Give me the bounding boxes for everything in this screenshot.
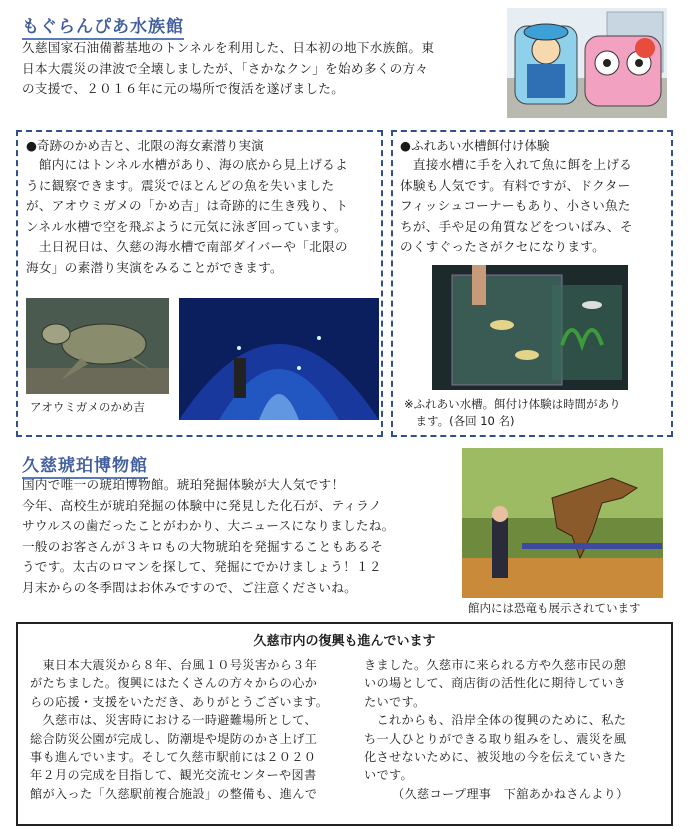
recovery-left-line: 久慈市は、災害時における一時避難場所として、 bbox=[30, 713, 317, 728]
feeding-heading: ●ふれあい水槽餌付け体験 bbox=[400, 138, 550, 153]
feeding-text bbox=[400, 155, 670, 258]
fish-tank-illustration bbox=[432, 265, 628, 390]
recovery-right-line: いの場として、商店街の活性化に期待していき bbox=[364, 676, 626, 691]
recovery-left-line: がたちました。復興にはたくさんの方々からの心か bbox=[30, 676, 318, 691]
feeding-line: 直接水槽に手を入れて魚に餌を上げる bbox=[400, 157, 633, 172]
recovery-left-line: 事も進んでいます。そして久慈市駅前には２０２０ bbox=[30, 750, 317, 765]
sakanakun-photo bbox=[507, 8, 667, 118]
kamekichi-line: 海女」の素潜り実演をみることができます。 bbox=[26, 259, 283, 275]
recovery-right-line: いです。 bbox=[364, 768, 413, 783]
aquarium-intro-line: 日本大震災の津波で全壊しましたが、「さかなクン」を始め多くの方々 bbox=[22, 60, 429, 76]
kamekichi-line: が、アオウミガメの「かめ吉」は奇跡的に生き残り、ト bbox=[26, 198, 349, 213]
kamekichi-text bbox=[26, 155, 378, 278]
recovery-right-line: 化させないために、被災地の今を伝えていきた bbox=[364, 750, 627, 765]
aquarium-intro-line: の支援で、２０１６年に元の場所で復活を遂げました。 bbox=[22, 81, 345, 96]
turtle-illustration bbox=[26, 298, 169, 394]
sakanakun-illustration bbox=[507, 8, 667, 118]
feeding-line: 体験も人気です。有料ですが、ドクター bbox=[400, 177, 631, 193]
dinosaur-photo bbox=[462, 448, 663, 598]
recovery-left-line: 館が入った「久慈駅前複合施設」の整備も、進んで bbox=[30, 786, 318, 801]
feeding-caption-line: ※ふれあい水槽。餌付け体験は時間があり bbox=[404, 397, 621, 411]
turtle-photo bbox=[26, 298, 169, 394]
feeding-caption-line: ます。(各回 10 名) bbox=[404, 414, 515, 428]
kamekichi-line: 土日祝日は、久慈の海水槽で南部ダイバーや「北限の bbox=[26, 239, 348, 254]
feeding-line: のくすぐったさがクセになります。 bbox=[400, 239, 606, 254]
amber-text bbox=[22, 475, 462, 598]
amber-line: サウルスの歯だったことがわかり、大ニュースになりましたね。 bbox=[22, 518, 395, 533]
recovery-left-line: 東日本大震災から８年、台風１０号災害から３年 bbox=[30, 658, 318, 672]
recovery-left-line: らの応援・支援をいただき、ありがとうございます。 bbox=[30, 694, 329, 709]
fish-tank-photo bbox=[432, 265, 628, 390]
amber-title: 久慈琥珀博物館 bbox=[22, 451, 148, 479]
amber-line: 一般のお客さんが３キロもの大物琥珀を発掘することもあるそ bbox=[22, 538, 384, 554]
recovery-right-line: これからも、沿岸全体の復興のために、私た bbox=[364, 713, 627, 728]
turtle-caption: アオウミガメのかめ吉 bbox=[30, 400, 145, 414]
recovery-left-line: 年２月の完成を目指して、観光交流センターや図書 bbox=[30, 768, 317, 783]
kamekichi-heading: ●奇跡のかめ吉と、北限の海女素潜り実演 bbox=[26, 138, 264, 153]
amber-line: 国内で唯一の琥珀博物館。琥珀発掘体験が大人気です！ bbox=[22, 477, 345, 492]
recovery-right-line: きました。久慈市に来られる方や久慈市民の憩 bbox=[364, 658, 627, 672]
amber-line: 今年、高校生が琥珀発掘の体験中に発見した化石が、ティラノ bbox=[22, 497, 382, 513]
aquarium-title: もぐらんぴあ水族館 bbox=[22, 12, 184, 40]
amber-line: 月末からの冬季間はお休みですので、ご注意くださいね。 bbox=[22, 579, 357, 595]
recovery-signature: （久慈コープ理事 下舘あかねさんより） bbox=[392, 786, 629, 801]
recovery-right-column bbox=[364, 656, 664, 803]
tunnel-photo bbox=[179, 298, 379, 420]
tunnel-illustration bbox=[179, 298, 379, 420]
aquarium-intro-line: 久慈国家石油備蓄基地のトンネルを利用した、日本初の地下水族館。東 bbox=[22, 40, 435, 55]
dinosaur-illustration bbox=[462, 448, 663, 598]
aquarium-intro bbox=[22, 38, 492, 100]
recovery-left-column bbox=[30, 656, 350, 803]
recovery-right-line: たいです。 bbox=[364, 694, 426, 709]
recovery-left-line: 総合防災公園が完成し、防潮堤や堤防のかさ上げ工 bbox=[30, 731, 318, 746]
recovery-right-line: ち一人ひとりができる取り組みをし、震災を風 bbox=[364, 731, 627, 746]
kamekichi-line: 館内にはトンネル水槽があり、海の底から見上げるよ bbox=[26, 157, 348, 172]
feeding-line: フィッシュコーナーもあり、小さい魚た bbox=[400, 198, 631, 213]
amber-line: うです。太古のロマンを探して、発掘にでかけましょう！１２ bbox=[22, 559, 382, 574]
recovery-title: 久慈市内の復興も進んでいます bbox=[253, 634, 436, 649]
dinosaur-caption: 館内には恐竜も展示されています bbox=[468, 601, 641, 615]
feeding-line: ちが、手や足の角質などをついばみ、そ bbox=[400, 218, 633, 234]
kamekichi-line: ンネル水槽で空を飛ぶように元気に泳ぎ回っています。 bbox=[26, 218, 347, 234]
feeding-caption bbox=[404, 396, 669, 430]
kamekichi-line: うに観察できます。震災でほとんどの魚を失いました bbox=[26, 177, 335, 193]
